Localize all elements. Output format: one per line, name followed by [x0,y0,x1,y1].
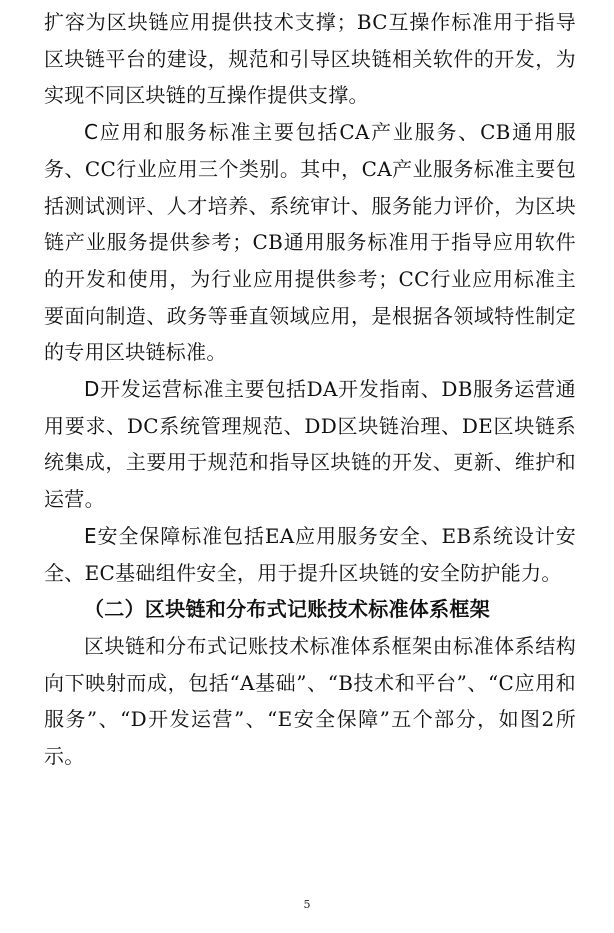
paragraph-c-body: 主要包括CA产业服务、CB通用服务、CC行业应用三个类别。其中，CA产业服务标准主要包括测试测评、人才培养、系统审计、服务能力评价，为区块链产业服务提供参考；CB通用服务标准用于指导应用软件的开发和使用，为行业应用提供参考；CC行业应用标准主要面向制造、政务等垂直领域应用，是根据各领域特性制定的专用区块链标准。 [44,120,577,365]
paragraph-continued: 扩容为区块链应用提供技术支撑；BC互操作标准用于指导区块链平台的建设，规范和引导区块链相关软件的开发，为实现不同区块链的互操作提供支撑。 [44,10,576,108]
body-text [44,4,576,775]
page-number: 5 [303,898,311,911]
paragraph-e-lead: E安全保障标准 [84,523,224,548]
paragraph-framework: 区块链和分布式记账技术标准体系框架由标准体系结构向下映射而成，包括“A基础”、“B技术和平台”、“C应用和服务”、“D开发运营”、“E安全保障”五个部分，如图2所示。 [44,633,576,769]
paragraph-d-development-operations [44,371,576,518]
section-heading: （二）区块链和分布式记账技术标准体系框架 [84,597,490,622]
paragraph-c-application-services [44,114,576,371]
paragraph-d-lead: D开发运营标准 [84,377,225,402]
paragraph-d-body: 主要包括DA开发指南、DB服务运营通用要求、DC系统管理规范、DD区块链治理、DE区块链系统集成，主要用于规范和指导区块链的开发、更新、维护和运营。 [44,377,576,512]
paragraph-e-security [44,518,576,591]
paragraph-e-body: 包括EA应用服务安全、EB系统设计安全、EC基础组件安全，用于提升区块链的安全防护能力。 [44,523,576,585]
paragraph-c-lead: C应用和服务标准 [84,120,253,145]
